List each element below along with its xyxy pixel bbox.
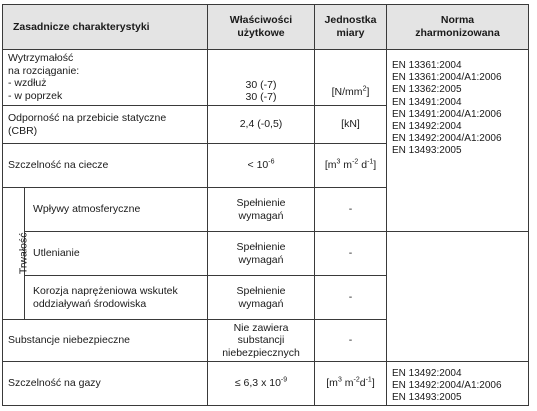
standard-item: EN 13361:2004 — [392, 60, 462, 71]
durability-oxidation-unit: - — [315, 232, 387, 276]
row-gas-tightness — [3, 362, 529, 406]
header-characteristics: Zasadnicze charakterystyki — [3, 5, 208, 50]
standard-item: EN 13362:2005 — [392, 84, 462, 96]
durability-atmospheric-label: Wpływy atmosferyczne — [25, 188, 208, 232]
standards-gas-cell — [387, 362, 529, 406]
header-unit: Jednostka miary — [315, 5, 387, 50]
standard-item: EN 13493:2005 — [392, 392, 462, 404]
characteristics-table-wrapper — [2, 4, 529, 406]
durability-group-label: Trwałość — [3, 188, 25, 320]
durability-corrosion-label: Korozja naprężeniowa wskutek oddziaływań środowiska — [25, 276, 208, 320]
gas-value: ≤ 6,3 x $10^{-9}$ — [208, 362, 315, 406]
header-row — [3, 5, 529, 50]
durability-oxidation-value: Spełnienie wymagań — [208, 232, 315, 276]
standard-item: EN 13492:2004 — [392, 120, 462, 132]
liquid-unit: [$m^3$ $m^{-2}$ $d^{-1}$] — [315, 144, 387, 188]
standard-item: EN 13492:2004/A1:2006 — [392, 380, 502, 392]
header-standard: Norma zharmonizowana — [387, 5, 529, 50]
row-tensile-strength — [3, 50, 529, 106]
durability-atmospheric-value: Spełnienie wymagań — [208, 188, 315, 232]
liquid-label: Szczelność na ciecze — [3, 144, 208, 188]
standard-item: EN 13491:2004 — [392, 96, 462, 108]
row-durability-oxidation — [3, 232, 529, 276]
durability-corrosion-value: Spełnienie wymagań — [208, 276, 315, 320]
tensile-label: Wytrzymałość na rozciąganie: - wzdłuż - w poprzek — [3, 50, 208, 106]
cbr-label: Odporność na przebicie statyczne (CBR) — [3, 106, 208, 144]
cbr-value: 2,4 (-0,5) — [208, 106, 315, 144]
gas-label: Szczelność na gazy — [3, 362, 208, 406]
standard-item: EN 13361:2004/A1:2006 — [392, 72, 502, 84]
standards-main-cell — [387, 50, 529, 232]
standard-item: EN 13491:2004/A1:2006 — [392, 108, 502, 120]
standard-item: EN 13492:2004/A1:2006 — [392, 133, 502, 145]
cbr-unit: [kN] — [315, 106, 387, 144]
standard-item: EN 13492:2004 — [392, 368, 462, 379]
standards-empty-cell — [387, 232, 529, 362]
hazardous-unit: - — [315, 320, 387, 362]
durability-oxidation-label: Utlenianie — [25, 232, 208, 276]
gas-unit: [$m^3$ $m^{-2}d^{-1}$] — [315, 362, 387, 406]
characteristics-table — [2, 4, 529, 406]
tensile-value: 30 (-7) 30 (-7) — [208, 50, 315, 106]
tensile-unit: $[N/mm^2]$ — [315, 50, 387, 106]
standard-item: EN 13493:2005 — [392, 145, 462, 157]
liquid-value: < $10^{-6}$ — [208, 144, 315, 188]
hazardous-label: Substancje niebezpieczne — [3, 320, 208, 362]
hazardous-value: Nie zawiera substancji niebezpiecznych — [208, 320, 315, 362]
durability-corrosion-unit: - — [315, 276, 387, 320]
header-performance: Właściwości użytkowe — [208, 5, 315, 50]
durability-atmospheric-unit: - — [315, 188, 387, 232]
